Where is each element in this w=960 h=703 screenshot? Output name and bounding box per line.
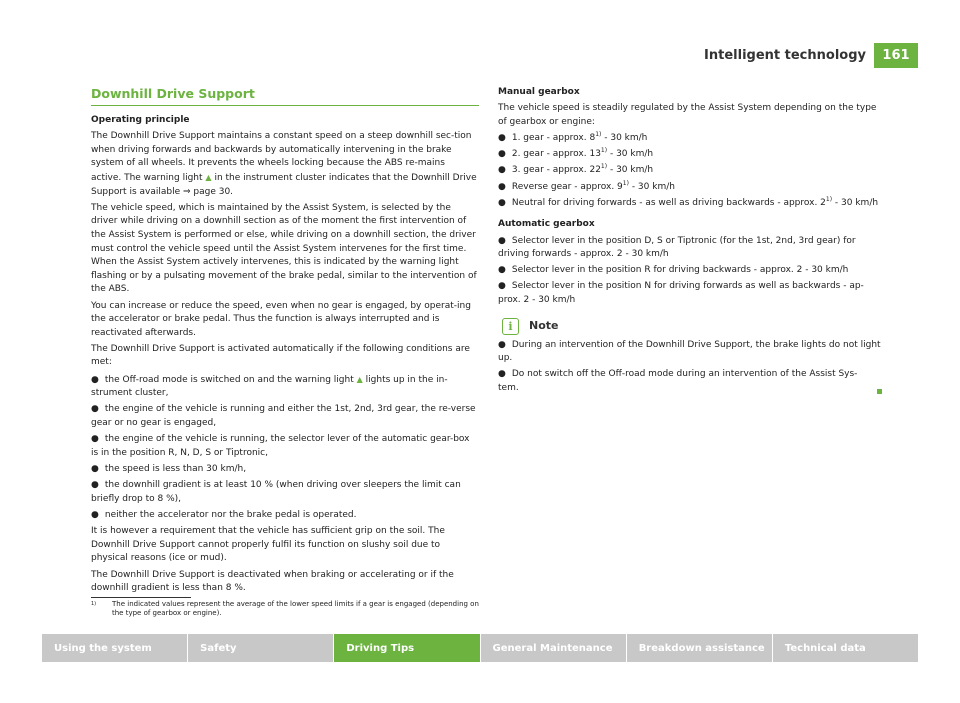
footnote-reference: 1) (600, 147, 608, 155)
list-item (498, 368, 882, 395)
list-item (498, 264, 882, 278)
info-icon: i (502, 318, 519, 335)
footer-nav (42, 634, 918, 662)
footer-tab-general-maintenance[interactable]: General Maintenance (481, 634, 627, 662)
note-heading (498, 318, 882, 335)
bullet-icon: ● (498, 339, 506, 350)
list-item-text: Neutral for driving forwards - as well as driving backwards - approx. 2 (511, 197, 826, 208)
paragraph-text: The Downhill Drive Support maintains a constant speed on a steep downhill sec-tion when driving forwards and backwards by automatically intervening in the brake system of all wheels. It prevents the wheels locking because the ABS re-mains active. The warning light (91, 131, 472, 183)
list-item-text: Selector lever in the position D, S or Tiptronic (for the 1st, 2nd, 3rd gear) for driving forwards - approx. 2 - 30 km/h (498, 235, 856, 260)
bullet-icon: ● (91, 464, 99, 474)
list-item (498, 148, 882, 162)
list-item-text: the speed is less than 30 km/h, (104, 464, 247, 474)
list-item (91, 479, 477, 506)
footnote (91, 600, 486, 618)
section-title: Downhill Drive Support (91, 86, 479, 106)
list-item (91, 403, 477, 430)
bullet-icon: ● (498, 181, 506, 192)
manual-gearbox-heading: Manual gearbox (498, 87, 580, 97)
bullet-icon: ● (498, 197, 506, 208)
bullet-icon: ● (91, 480, 99, 491)
paragraph: You can increase or reduce the speed, even when no gear is engaged, by operat-ing the accelerator or brake pedal. Thus the function is always interrupted and is reactivated afterwards. (91, 300, 471, 338)
paragraph: It is however a requirement that the vehicle has sufficient grip on the soil. The Downhill Drive Support cannot properly fulfil its function on slushy soil due to physical reasons (ice or mud). (91, 526, 445, 564)
list-item-text: 2. gear - approx. 13 (511, 149, 601, 160)
list-item-text: - 30 km/h (628, 181, 675, 192)
list-item (498, 197, 882, 211)
footnote-reference: 1) (600, 163, 608, 171)
list-item-text: lights up in the in-strument cluster, (91, 374, 448, 399)
list-item-text: the downhill gradient is at least 10 % (when driving over sleepers the limit can briefly drop to 8 %), (91, 480, 461, 504)
chapter-title: Intelligent technology (704, 48, 866, 63)
bullet-icon: ● (91, 374, 99, 385)
list-item-text: the Off-road mode is switched on and the warning light (104, 374, 354, 385)
bullet-icon: ● (498, 149, 506, 160)
bullet-icon: ● (498, 165, 506, 176)
paragraph: The Downhill Drive Support is activated automatically if the following conditions are met: (91, 343, 470, 368)
list-item (91, 509, 477, 523)
bullet-icon: ● (498, 281, 506, 292)
footer-tab-breakdown-assistance[interactable]: Breakdown assistance (627, 634, 773, 662)
footer-tab-driving-tips[interactable]: Driving Tips (334, 634, 480, 662)
list-item (91, 373, 477, 401)
list-item-text: Selector lever in the position R for driving backwards - approx. 2 - 30 km/h (511, 265, 849, 276)
note-heading-label: Note (529, 319, 559, 333)
list-item-text: 1. gear - approx. 8 (511, 132, 596, 143)
footer-tab-safety[interactable]: Safety (188, 634, 334, 662)
right-column (498, 86, 882, 398)
list-item (91, 463, 477, 477)
list-item-text: Do not switch off the Off-road mode during an intervention of the Assist Sys-tem. (498, 369, 858, 394)
footer-tab-using-the-system[interactable]: Using the system (42, 634, 188, 662)
list-item-text: - 30 km/h (601, 132, 648, 143)
bullet-icon: ● (498, 369, 506, 380)
bullet-icon: ● (498, 132, 506, 143)
paragraph: The vehicle speed, which is maintained by the Assist System, is selected by the driver while driving on a downhill section as of the moment the first intervention of the Assist System is performed or else, while driving on a downhill section, the driver must control the vehicle speed until the Assist System intervenes for the first time. When the Assist System actively intervenes, this is indicated by the warning light flashing or by a pulsating movement of the brake pedal, similar to the intervention of the ABS. (91, 202, 477, 295)
list-item-text: the engine of the vehicle is running and either the 1st, 2nd, 3rd gear, the re-verse gear or no gear is engaged, (91, 404, 476, 429)
list-item-text: neither the accelerator nor the brake pedal is operated. (104, 509, 357, 520)
list-item (498, 181, 882, 195)
paragraph-text: in the instrument cluster indicates that the Downhill Drive Support is available ⇒ page 30. (91, 172, 477, 197)
bullet-icon: ● (498, 265, 506, 276)
bullet-icon: ● (91, 404, 99, 415)
list-item (91, 433, 477, 460)
downhill-warning-light-icon: ▲ (205, 172, 212, 182)
list-item-text: - 30 km/h (832, 197, 879, 208)
list-item-text: Selector lever in the position N for driving forwards as well as backwards - ap-prox. 2 - 30 km/h (498, 281, 864, 306)
paragraph (91, 130, 477, 199)
page-number: 161 (874, 43, 918, 68)
list-item-text: Reverse gear - approx. 9 (511, 181, 623, 192)
bullet-icon: ● (91, 434, 99, 445)
left-column (91, 114, 477, 598)
footnote-reference: 1) (622, 179, 629, 187)
footnote-mark: 1) (91, 601, 97, 607)
list-item-text: 3. gear - approx. 22 (511, 165, 601, 176)
automatic-gearbox-heading: Automatic gearbox (498, 219, 595, 230)
list-item (498, 235, 882, 262)
list-item (498, 339, 882, 366)
paragraph: The vehicle speed is steadily regulated by the Assist System depending on the type of gearbox or engine: (498, 103, 877, 127)
list-item-text: During an intervention of the Downhill Drive Support, the brake lights do not light up. (498, 339, 881, 364)
footnote-reference: 1) (595, 130, 602, 138)
bullet-icon: ● (91, 509, 99, 520)
downhill-warning-light-icon: ▲ (356, 374, 363, 384)
list-item-text: - 30 km/h (607, 165, 654, 176)
list-item-text: the engine of the vehicle is running, the selector lever of the automatic gear-box is in the position R, N, D, S or Tiptronic, (91, 434, 470, 458)
footer-tab-technical-data[interactable]: Technical data (784, 642, 866, 654)
operating-principle-heading: Operating principle (91, 115, 190, 125)
list-item (498, 164, 882, 178)
list-item (498, 132, 882, 146)
note-body (498, 339, 882, 396)
bullet-icon: ● (498, 235, 506, 246)
paragraph: The Downhill Drive Support is deactivated when braking or accelerating or if the downhill gradient is less than 8 %. (91, 569, 454, 594)
footnote-reference: 1) (825, 195, 833, 203)
list-item (498, 280, 882, 307)
section-end-mark (877, 389, 882, 394)
list-item-text: - 30 km/h (607, 149, 654, 160)
footnote-divider (91, 597, 191, 598)
footnote-text: The indicated values represent the average of the lower speed limits if a gear is engaged (depending on the type of gearbox or engine). (112, 600, 479, 617)
